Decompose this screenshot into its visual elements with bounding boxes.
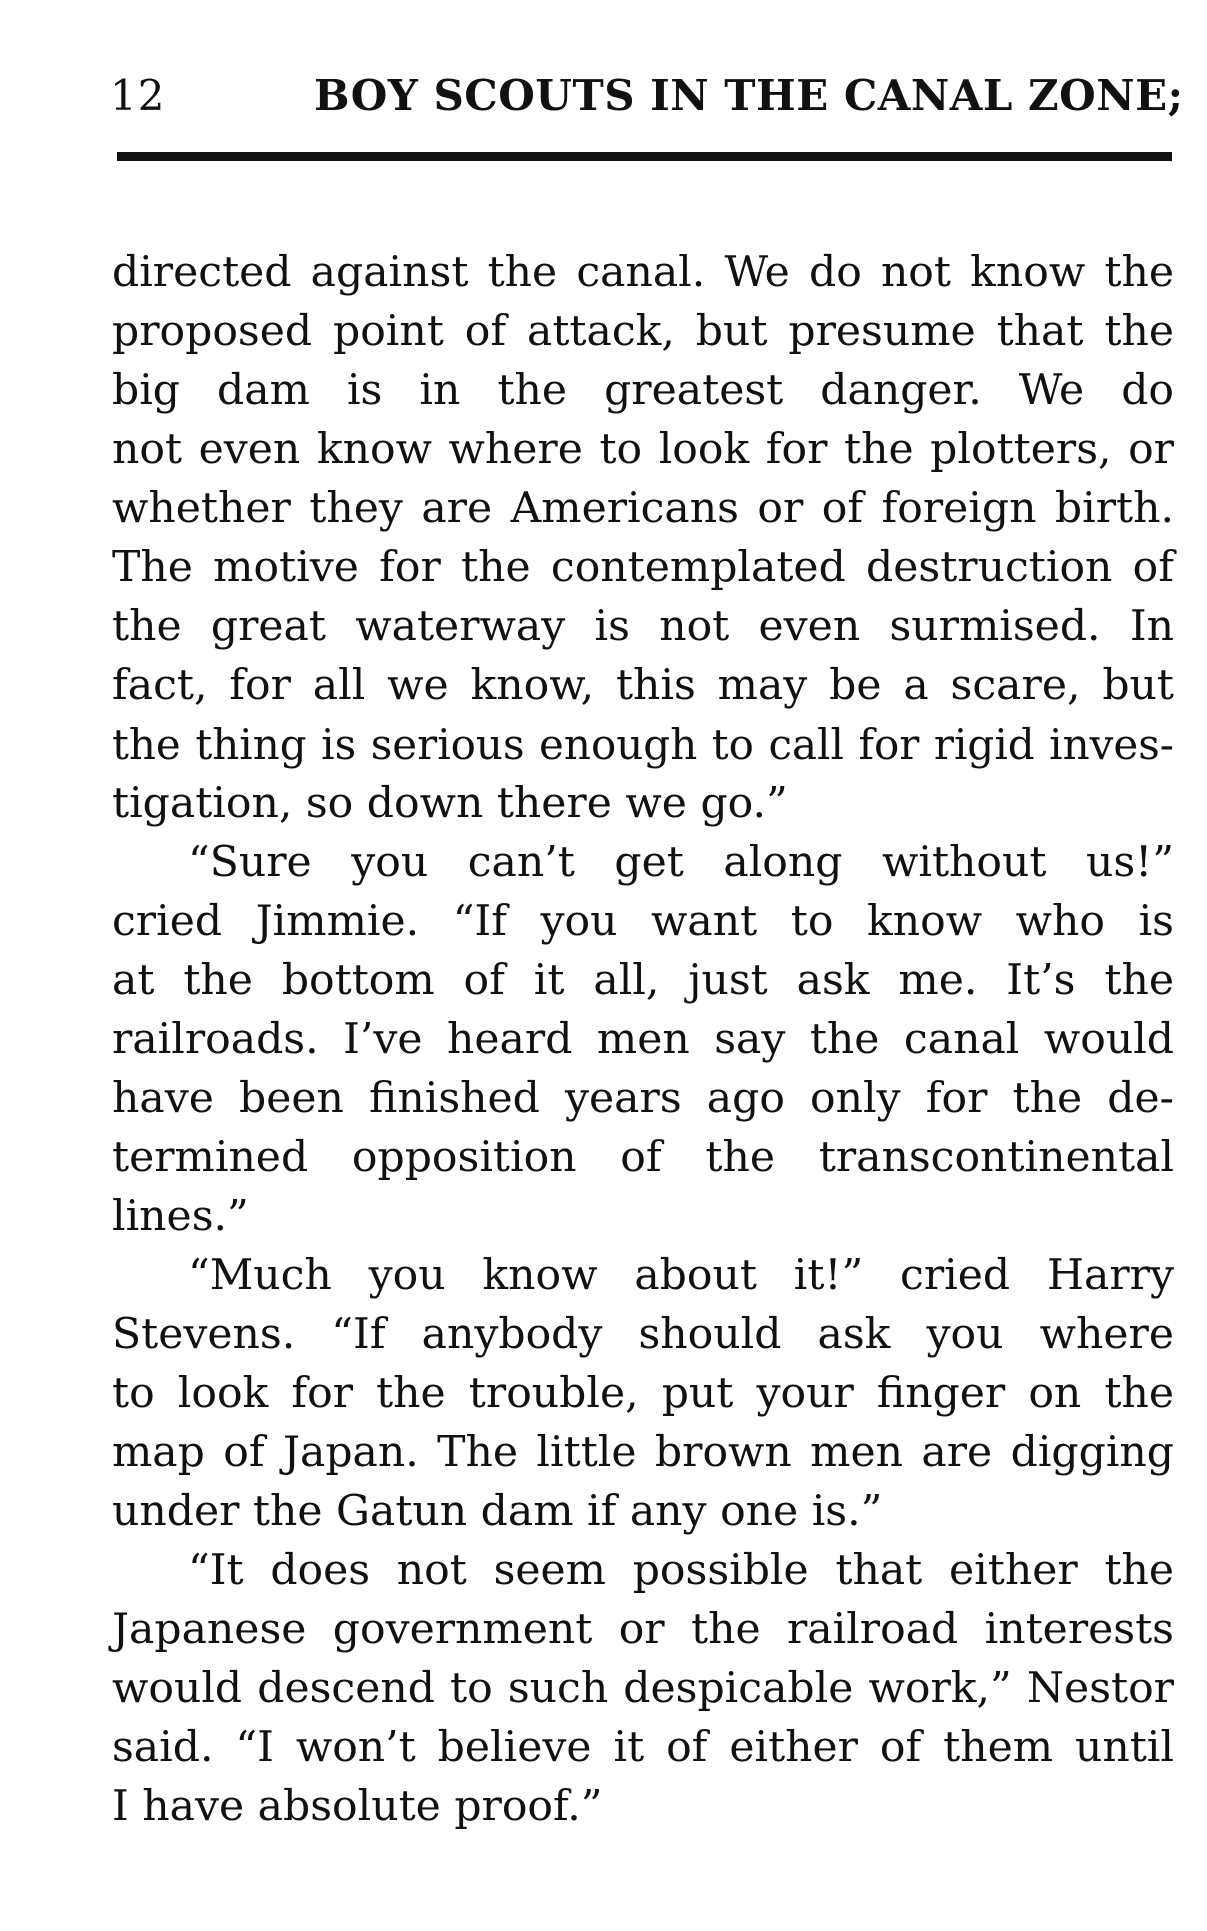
text-line: have been finished years ago only for the de- <box>112 1074 1174 1123</box>
text-line: “It does not seem possible that either the <box>188 1546 1174 1595</box>
text-line: the great waterway is not even surmised. In <box>112 602 1174 651</box>
text-line: “Much you know about it!” cried Harry <box>188 1251 1174 1300</box>
text-line: proposed point of attack, but presume that the <box>112 307 1174 356</box>
text-line: whether they are Americans or of foreign birth. <box>112 484 1174 533</box>
text-line: said. “I won’t believe it of either of them until <box>112 1723 1174 1772</box>
text-line: big dam is in the greatest danger. We do <box>112 366 1174 415</box>
text-line: under the Gatun dam if any one is.” <box>112 1487 883 1536</box>
text-line: cried Jimmie. “If you want to know who is <box>112 897 1174 946</box>
text-line: railroads. I’ve heard men say the canal would <box>112 1015 1174 1064</box>
text-line: to look for the trouble, put your finger on the <box>112 1369 1174 1418</box>
text-line: lines.” <box>112 1192 249 1241</box>
text-line: I have absolute proof.” <box>112 1782 603 1831</box>
text-line: would descend to such despicable work,” Nestor <box>112 1664 1174 1713</box>
text-line: Stevens. “If anybody should ask you where <box>112 1310 1174 1359</box>
body-text <box>112 243 1174 1836</box>
header-rule <box>117 152 1172 161</box>
text-line: the thing is serious enough to call for rigid inves- <box>112 720 1174 769</box>
text-line: Japanese government or the railroad interests <box>112 1605 1174 1654</box>
text-line: not even know where to look for the plotters, or <box>112 425 1174 474</box>
text-line: map of Japan. The little brown men are digging <box>112 1428 1174 1477</box>
text-line: at the bottom of it all, just ask me. It’s the <box>112 956 1174 1005</box>
text-line: tigation, so down there we go.” <box>112 779 788 828</box>
text-line: “Sure you can’t get along without us!” <box>188 838 1174 887</box>
text-line: fact, for all we know, this may be a scare, but <box>112 661 1174 710</box>
page-number: 12 <box>110 71 166 120</box>
page-header <box>110 66 1184 126</box>
text-line: directed against the canal. We do not know the <box>112 248 1174 297</box>
running-head: BOY SCOUTS IN THE CANAL ZONE; <box>314 71 1184 120</box>
text-line: The motive for the contemplated destruction of <box>112 543 1174 592</box>
text-line: termined opposition of the transcontinental <box>112 1133 1174 1182</box>
